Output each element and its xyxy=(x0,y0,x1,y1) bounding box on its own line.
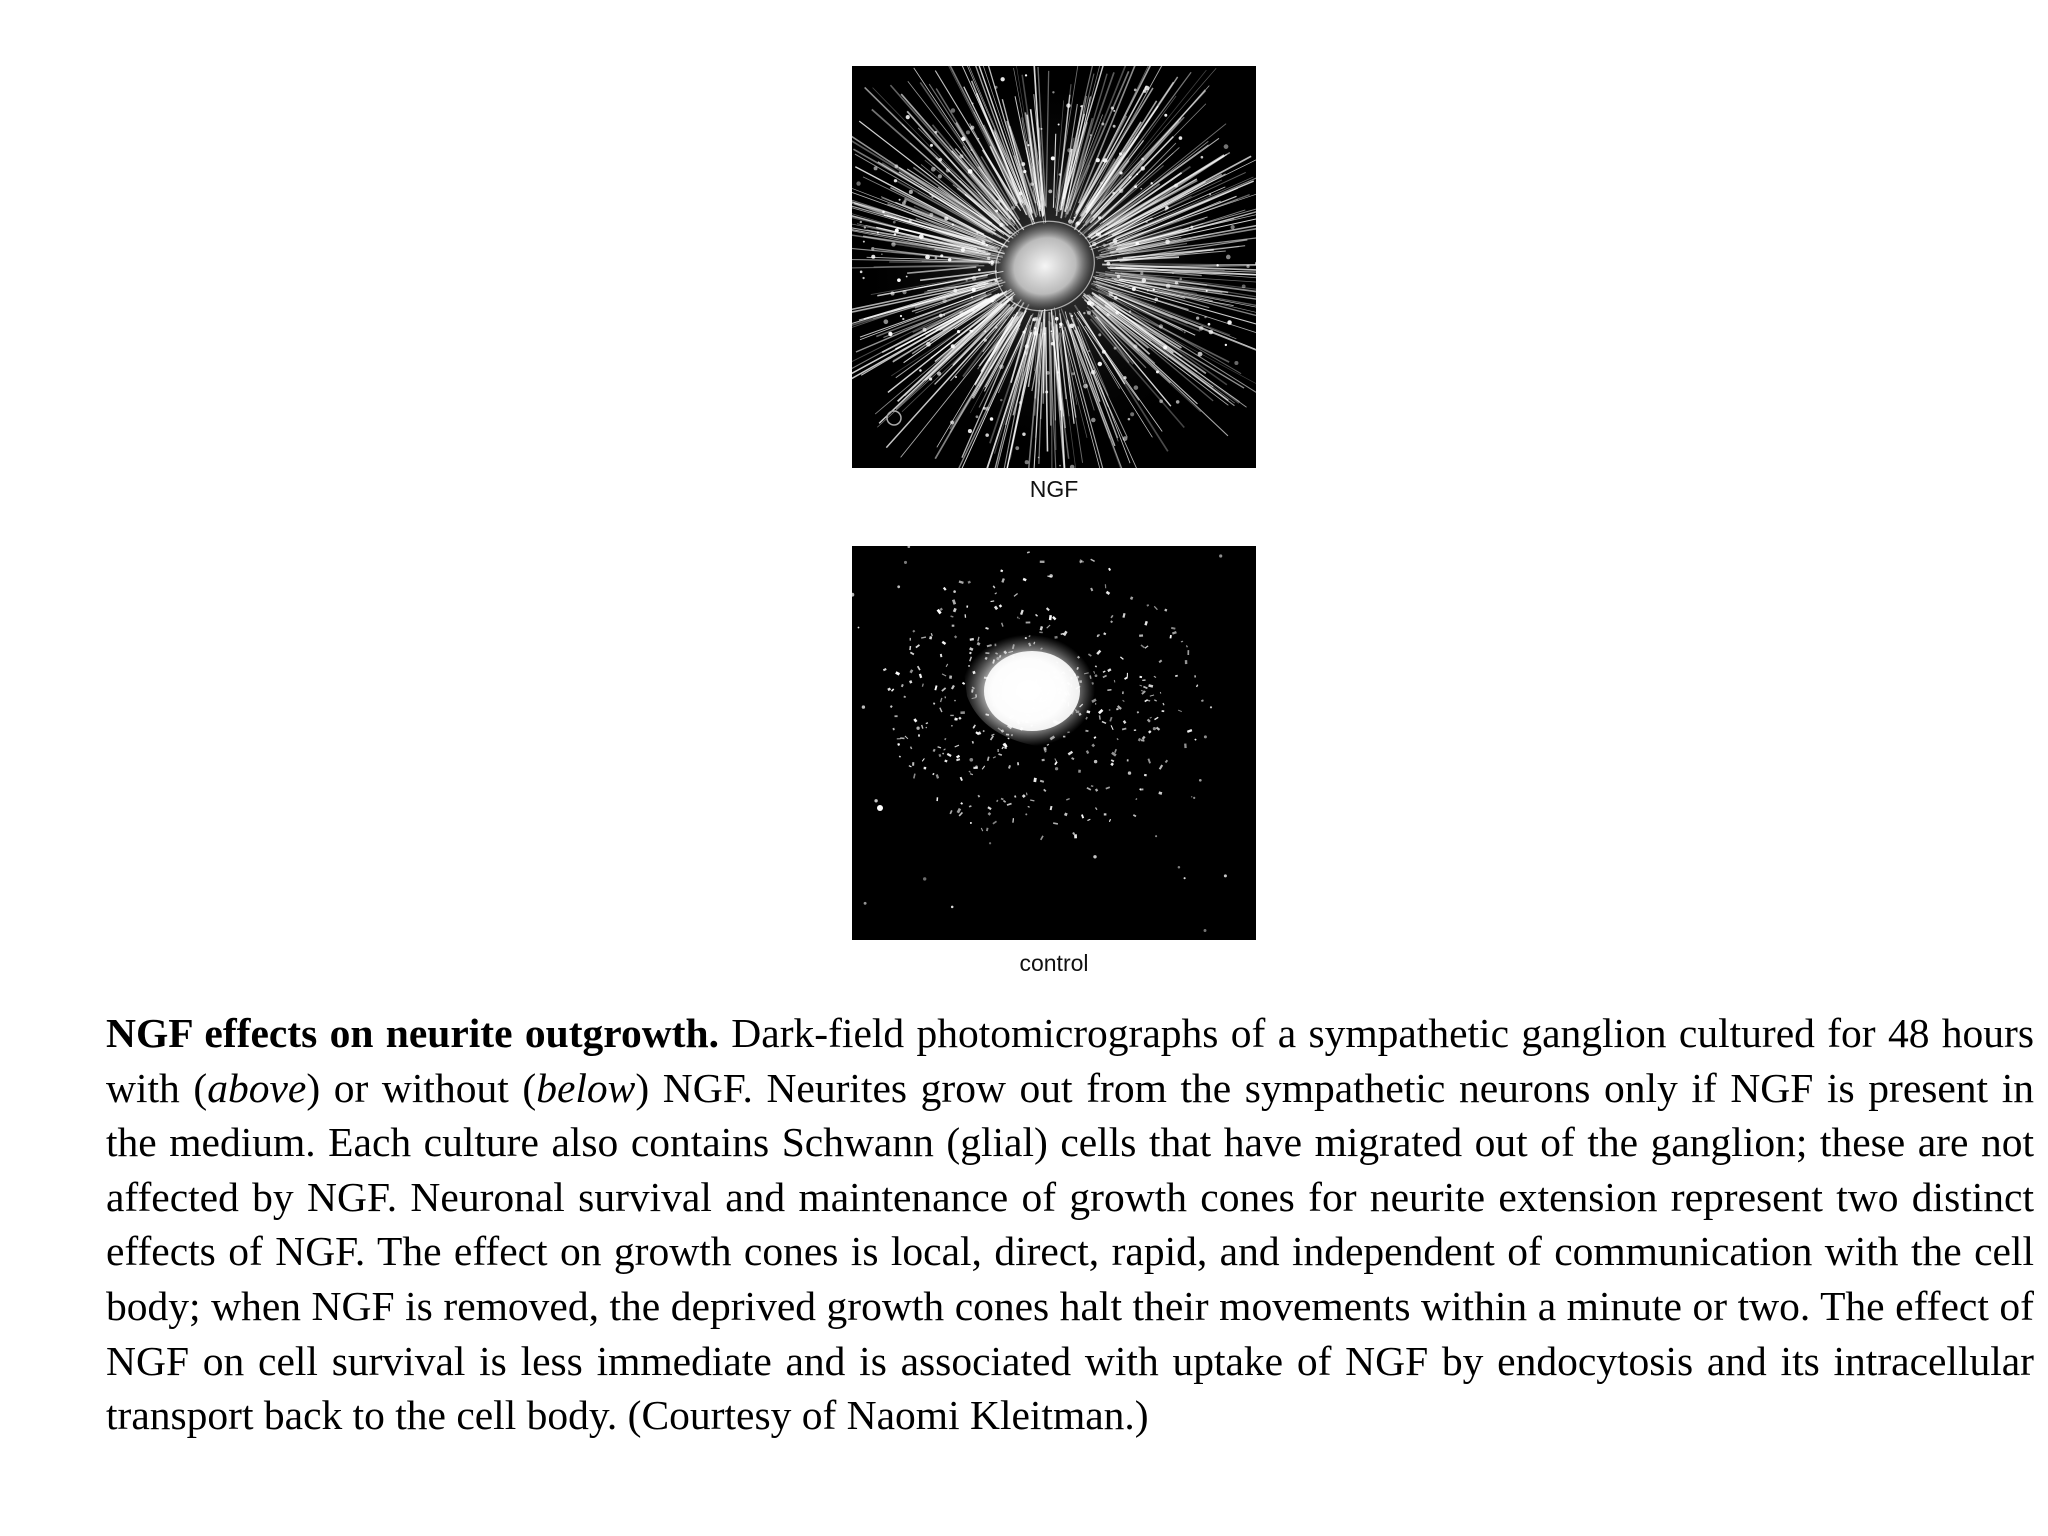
caption-below: below xyxy=(536,1064,636,1111)
caption-title: NGF effects on neurite outgrowth. xyxy=(106,1010,719,1056)
control-panel-label: control xyxy=(1019,950,1089,976)
caption-text-2: ) or without ( xyxy=(306,1064,537,1111)
ngf-micrograph xyxy=(852,66,1256,468)
caption-text-3: ) NGF. Neurites grow out from the sympathetic neurons only if NGF is present in the medium. Each culture also contains Schwann (glial) cells that have migrated out of the ganglion; these are not affected by NGF. Neuronal survival and maintenance of growth cones for neurite extension represent two distinct effects of NGF. The effect on growth cones is local, direct, rapid, and independent of communication with the cell body; when NGF is removed, the deprived growth cones halt their movements within a minute or two. The effect of NGF on cell survival is less immediate and is associated with uptake of NGF by endocytosis and its intracellular transport back to the cell body. (Courtesy of Naomi Kleitman.) xyxy=(106,1064,2034,1439)
figure-caption xyxy=(106,1006,2034,1443)
caption-text-1: Dark-field photomicrographs of a sympathetic ganglion cultured for 48 hours with ( xyxy=(106,1010,2034,1111)
caption-above: above xyxy=(207,1064,307,1111)
ngf-panel-label: NGF xyxy=(1029,476,1079,502)
control-micrograph xyxy=(852,546,1256,940)
